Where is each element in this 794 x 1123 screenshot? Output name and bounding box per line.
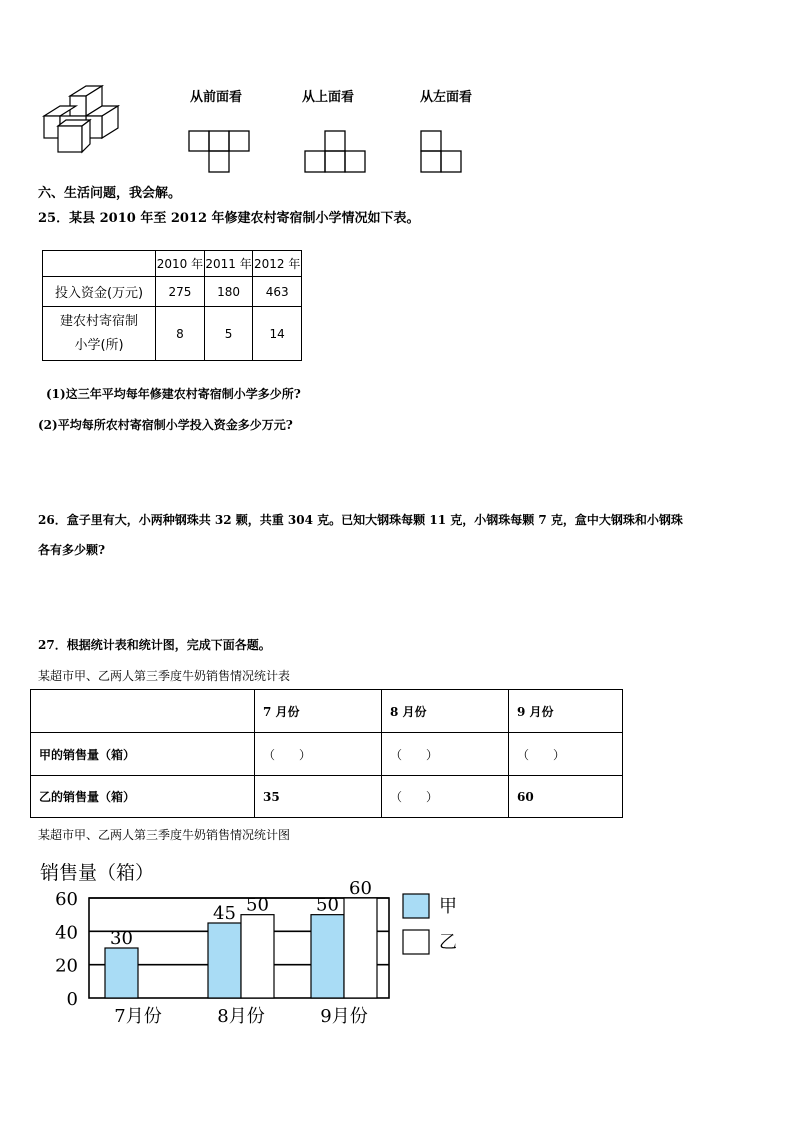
q25-header-2011: 2011 年: [204, 251, 253, 277]
q27-header-september: 9 月份: [509, 690, 623, 733]
section-six-title: 六、生活问题，我会解。: [38, 186, 182, 201]
top-view-drawing: [304, 130, 366, 174]
q25-cell-2010-investment: 275: [156, 277, 205, 307]
q25-header-corner: [43, 251, 156, 277]
q25-cell-2010-schools: 8: [156, 307, 205, 361]
chart-legend-label-甲: 甲: [439, 896, 457, 917]
q25-row-schools-label-line2: 小学(所): [74, 337, 124, 353]
top-view-label: 从上面看: [302, 90, 355, 105]
q27-cell-yi-july: 35: [255, 776, 382, 818]
left-view-drawing: [420, 130, 464, 174]
q27-header-corner: [31, 690, 255, 733]
front-view-drawing: [188, 128, 250, 174]
chart-legend-swatch-乙: [403, 930, 429, 954]
q27-header-august: 8 月份: [382, 690, 509, 733]
q26-stem-line1: 26．盒子里有大，小两种钢珠共 32 颗，共重 304 克。已知大钢珠每颗 11 克，小钢珠每颗 7 克，盒中大钢珠和小钢珠: [38, 513, 683, 527]
chart-bar-甲-7月份: [105, 948, 138, 998]
chart-data-label-甲-9月份: 50: [316, 894, 339, 916]
q27-cell-yi-august[interactable]: （ ）: [382, 776, 509, 818]
q27-chart-title: 某超市甲、乙两人第三季度牛奶销售情况统计图: [38, 828, 291, 842]
chart-bar-甲-8月份: [208, 923, 241, 998]
chart-y-tick-0: 0: [66, 989, 78, 1010]
chart-legend-swatch-甲: [403, 894, 429, 918]
sales-bar-chart: [0, 850, 500, 1040]
q25-cell-2011-investment: 180: [204, 277, 253, 307]
chart-bar-甲-9月份: [311, 915, 344, 998]
chart-bar-乙-8月份: [241, 915, 274, 998]
q25-cell-2011-schools: 5: [204, 307, 253, 361]
q25-sub-question-1: (1)这三年平均每年修建农村寄宿制小学多少所?: [46, 387, 301, 401]
q27-cell-jia-august[interactable]: （ ）: [382, 733, 509, 776]
chart-data-label-甲-8月份: 45: [213, 903, 236, 924]
q27-row-yi-label: 乙的销售量（箱）: [31, 776, 255, 818]
chart-data-label-乙-9月份: 60: [349, 878, 372, 899]
chart-legend-label-乙: 乙: [439, 932, 457, 953]
cube-stack-figure: [40, 82, 132, 156]
q27-cell-yi-september: 60: [509, 776, 623, 818]
q25-stem: 25．某县 2010 年至 2012 年修建农村寄宿制小学情况如下表。: [38, 211, 420, 226]
chart-x-tick-9月份: 9月份: [320, 1006, 368, 1027]
q25-header-2012: 2012 年: [253, 251, 302, 277]
chart-y-tick-60: 60: [55, 889, 78, 910]
q25-row-schools-label: [43, 307, 156, 361]
q25-row-schools-label-line1: 建农村寄宿制: [60, 313, 139, 329]
q27-cell-jia-september[interactable]: （ ）: [509, 733, 623, 776]
chart-y-axis-label: 销售量（箱）: [40, 862, 155, 884]
q25-sub-question-2: (2)平均每所农村寄宿制小学投入资金多少万元?: [38, 418, 293, 432]
q27-stem: 27．根据统计表和统计图，完成下面各题。: [38, 638, 271, 652]
front-view-label: 从前面看: [190, 90, 243, 105]
q25-cell-2012-schools: 14: [253, 307, 302, 361]
q25-header-2010: 2010 年: [156, 251, 205, 277]
chart-data-label-乙-8月份: 50: [246, 894, 269, 916]
chart-y-tick-40: 40: [55, 922, 78, 944]
q27-row-jia-label: 甲的销售量（箱）: [31, 733, 255, 776]
q27-table-title: 某超市甲、乙两人第三季度牛奶销售情况统计表: [38, 669, 291, 683]
q27-table: [30, 689, 623, 818]
q25-cell-2012-investment: 463: [253, 277, 302, 307]
chart-y-tick-20: 20: [55, 955, 78, 977]
q26-stem-line2: 各有多少颗?: [38, 543, 106, 557]
chart-bar-乙-9月份: [344, 898, 377, 998]
left-view-label: 从左面看: [420, 90, 473, 105]
chart-x-tick-7月份: 7月份: [114, 1006, 162, 1027]
chart-x-tick-8月份: 8月份: [217, 1006, 265, 1027]
q27-cell-jia-july[interactable]: （ ）: [255, 733, 382, 776]
q25-table: [42, 250, 302, 361]
q27-header-july: 7 月份: [255, 690, 382, 733]
chart-data-label-甲-7月份: 30: [110, 928, 133, 949]
q25-row-investment-label: 投入资金(万元): [43, 277, 156, 307]
